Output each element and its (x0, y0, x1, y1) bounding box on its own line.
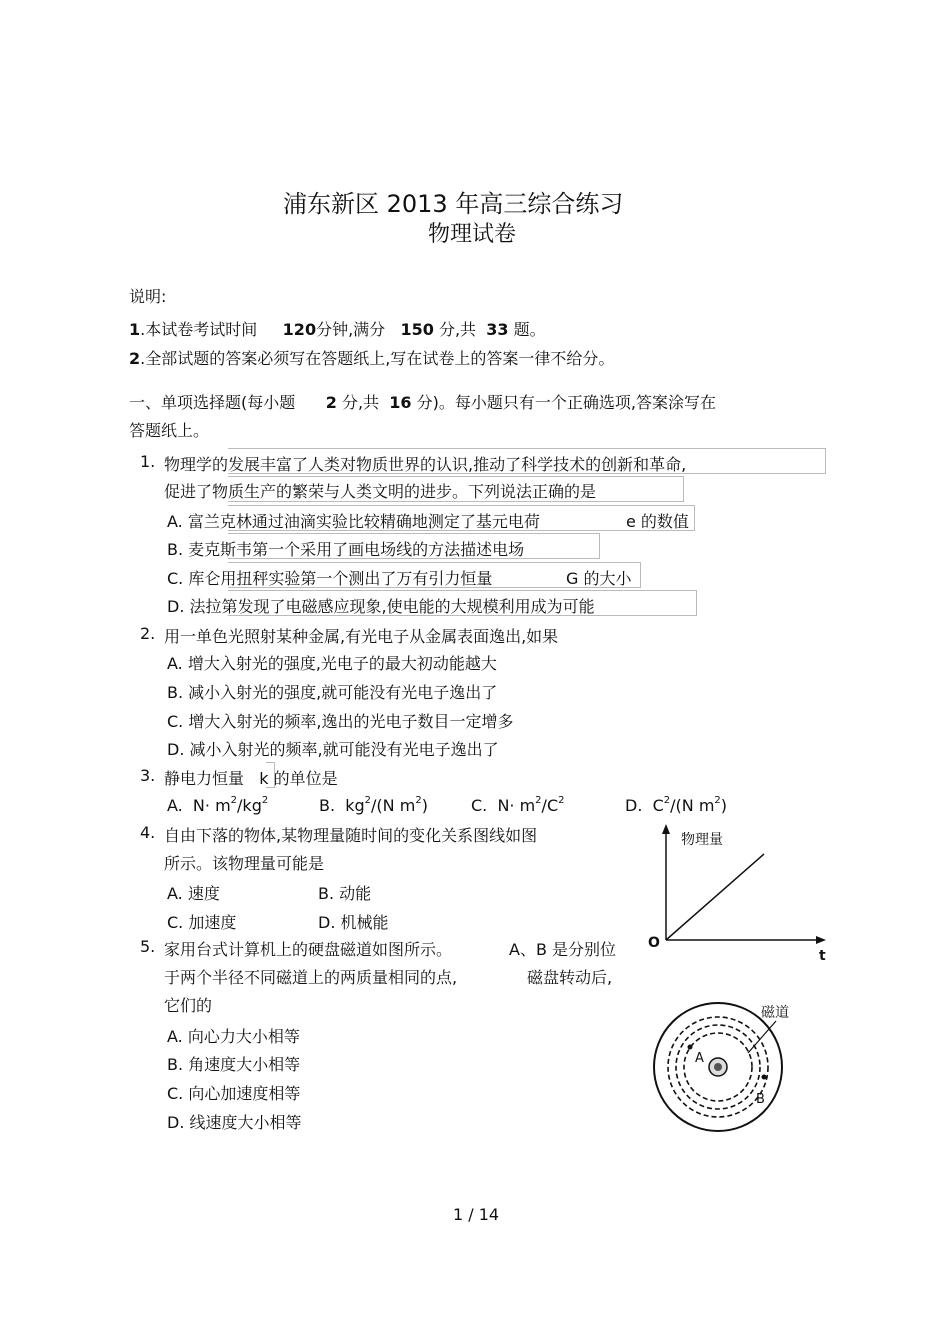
q3-option-b-exp1: 2 (364, 795, 372, 806)
q5-disk-diagram (645, 1000, 805, 1140)
note-1-score: 150 (400, 320, 434, 339)
q3-stem (164, 766, 338, 789)
q4-stem-line1: 自由下落的物体,某物理量随时间的变化关系图线如图 (164, 826, 538, 845)
q3-option-d-exp1: 2 (663, 795, 671, 806)
q3-stem-k: k (259, 769, 269, 788)
q5-stem-line1b: A、B 是分别位 (509, 940, 617, 959)
q4-graph-line (666, 854, 764, 940)
q5-stem-line3: 它们的 (164, 996, 213, 1015)
q5-option-a-text: 向心力大小相等 (187, 1027, 300, 1046)
q3-option-d (625, 796, 727, 815)
q4-option-b-text: 动能 (339, 884, 372, 903)
note-2-num: 2 (129, 349, 141, 368)
q5-stem-line2a: 于两个半径不同磁道上的两质量相同的点, (164, 968, 458, 987)
q1-option-c-tail: G 的大小 (566, 569, 632, 588)
exam-subtitle: 物理试卷 (428, 222, 517, 247)
q5-stem-line1a: 家用台式计算机上的硬盘磁道如图所示。 (164, 940, 453, 959)
q2-option-d-text: 减小入射光的频率,就可能没有光电子逸出了 (189, 740, 499, 759)
q5-option-d (167, 1110, 302, 1133)
note-1-num: 1 (129, 320, 141, 339)
q4-graph-y-label: 物理量 (681, 832, 723, 848)
q3-option-a-exp2: 2 (261, 795, 269, 806)
section-1-total: 16 (389, 393, 412, 412)
q4-option-a-text: 速度 (187, 884, 220, 903)
q3-option-b-end: ) (421, 796, 428, 815)
q3-option-d-exp2: 2 (714, 795, 721, 806)
q3-option-c-exp2: 2 (558, 795, 565, 806)
exam-title: 浦东新区 2013 年高三综合练习 (283, 190, 624, 218)
section-1-text-c: 分)。每小题只有一个正确选项,答案涂写在 (416, 393, 716, 412)
q1-option-b-label: B. (167, 540, 184, 559)
section-1-text-a: 一、单项选择题(每小题 (129, 393, 296, 412)
q3-option-d-base: C (652, 796, 664, 815)
q3-option-c-label: C. (471, 796, 488, 815)
q4-option-c-label: C. (167, 913, 184, 932)
q3-option-d-mid: /(N m (670, 796, 715, 815)
q3-option-c (471, 796, 564, 815)
q4-option-b-label: B. (318, 884, 335, 903)
q2-option-a-text: 增大入射光的强度,光电子的最大初动能越大 (187, 654, 497, 673)
q3-option-c-exp1: 2 (535, 795, 542, 806)
q3-option-b-base: kg (345, 796, 365, 815)
q2-option-b (167, 680, 497, 703)
q3-option-b-label: B. (319, 796, 336, 815)
q1-option-d-text: 法拉第发现了电磁感应现象,使电能的大规模利用成为可能 (189, 597, 595, 616)
q4-option-c-text: 加速度 (188, 913, 237, 932)
q3-option-a-mid: /kg (237, 796, 262, 815)
section-1-heading-line2: 答题纸上。 (129, 421, 210, 440)
q5-point-b-label: B (756, 1092, 765, 1107)
q3-option-c-mid: /C (541, 796, 559, 815)
q1-option-c-label: C. (167, 569, 184, 588)
q1-option-d (167, 594, 595, 617)
q5-option-d-label: D. (167, 1113, 185, 1132)
q2-stem: 用一单色光照射某种金属,有光电子从金属表面逸出,如果 (164, 627, 559, 646)
q4-option-a (167, 881, 220, 904)
q2-option-c-text: 增大入射光的频率,逸出的光电子数目一定增多 (188, 712, 514, 731)
q1-option-b-text: 麦克斯韦第一个采用了画电场线的方法描述电场 (188, 540, 525, 559)
q5-spindle-core (714, 1063, 722, 1071)
note-1-count: 33 (486, 320, 509, 339)
note-1-text-a: .本试卷考试时间 (140, 320, 258, 339)
q5-option-a-label: A. (167, 1027, 183, 1046)
section-1-text-b: 分,共 (342, 393, 380, 412)
q5-option-b-label: B. (167, 1055, 184, 1074)
q5-point-a-dot (688, 1045, 693, 1050)
q5-option-c (167, 1081, 300, 1104)
notes-label: 说明: (129, 287, 167, 306)
q4-option-c (167, 910, 236, 933)
q5-option-c-text: 向心加速度相等 (188, 1084, 301, 1103)
q2-option-c-label: C. (167, 712, 184, 731)
q3-stem-a: 静电力恒量 (164, 769, 245, 788)
q5-track-pointer (748, 1021, 776, 1053)
q5-option-a (167, 1024, 300, 1047)
q3-option-b-exp2: 2 (415, 795, 422, 806)
q4-option-d (318, 910, 389, 933)
q1-number: 1. (140, 452, 156, 471)
q4-option-b (318, 881, 371, 904)
q5-option-b-text: 角速度大小相等 (188, 1055, 301, 1074)
section-1-per: 2 (325, 393, 337, 412)
q5-track-label: 磁道 (761, 1005, 789, 1021)
q4-number: 4. (140, 823, 156, 842)
q3-option-a-exp1: 2 (230, 795, 238, 806)
q3-option-d-end: ) (720, 796, 728, 815)
q5-option-b (167, 1052, 300, 1075)
q3-option-a-base: N· m (192, 796, 231, 815)
note-1 (129, 317, 546, 340)
q1-option-a-text: 富兰克林通过油滴实验比较精确地测定了基元电荷 (187, 512, 540, 531)
q2-option-a-label: A. (167, 654, 183, 673)
q3-option-c-base: N· m (497, 796, 536, 815)
q5-option-c-label: C. (167, 1084, 184, 1103)
note-1-text-b: 分钟,满分 (316, 320, 386, 339)
q4-option-d-text: 机械能 (340, 913, 389, 932)
q3-stem-b: 的单位是 (273, 769, 338, 788)
q2-option-c (167, 709, 513, 732)
q2-option-d-label: D. (167, 740, 185, 759)
q4-graph (640, 820, 840, 970)
note-2 (129, 346, 614, 369)
q2-option-a (167, 651, 497, 674)
q1-option-a-label: A. (167, 512, 183, 531)
q4-option-d-label: D. (318, 913, 336, 932)
q1-option-a-tail: e 的数值 (626, 512, 689, 531)
q1-option-a (167, 509, 540, 532)
q4-stem-line2: 所示。该物理量可能是 (164, 854, 325, 873)
q1-stem-line2: 促进了物质生产的繁荣与人类文明的进步。下列说法正确的是 (164, 482, 597, 501)
note-1-text-d: 题。 (513, 320, 546, 339)
q4-graph-x-arrow (816, 936, 826, 944)
page-number: 1 / 14 (453, 1205, 500, 1224)
note-1-time: 120 (282, 320, 317, 339)
q3-option-a (167, 796, 268, 815)
q5-point-a-label: A (695, 1051, 704, 1066)
q5-point-b-dot (762, 1075, 767, 1080)
q3-number: 3. (140, 766, 156, 785)
q3-option-b-mid: /(N m (371, 796, 416, 815)
q1-option-d-label: D. (167, 597, 185, 616)
q3-option-d-label: D. (625, 796, 643, 815)
q1-option-c (167, 566, 492, 589)
q2-number: 2. (140, 624, 156, 643)
note-1-text-c: 分,共 (438, 320, 477, 339)
q1-option-c-text: 库仑用扭秤实验第一个测出了万有引力恒量 (188, 569, 493, 588)
q5-option-d-text: 线速度大小相等 (189, 1113, 302, 1132)
q2-option-b-label: B. (167, 683, 184, 702)
q5-stem-line2b: 磁盘转动后, (527, 968, 613, 987)
q4-graph-x-label: t (819, 948, 826, 964)
q2-option-b-text: 减小入射光的强度,就可能没有光电子逸出了 (188, 683, 498, 702)
q1-stem-line1: 物理学的发展丰富了人类对物质世界的认识,推动了科学技术的创新和革命, (164, 455, 687, 474)
q5-number: 5. (140, 937, 156, 956)
q3-option-a-label: A. (167, 796, 183, 815)
q1-option-b (167, 537, 524, 560)
q4-graph-y-arrow (662, 824, 670, 834)
note-2-text: .全部试题的答案必须写在答题纸上,写在试卷上的答案一律不给分。 (140, 349, 615, 368)
q2-option-d (167, 737, 499, 760)
q4-option-a-label: A. (167, 884, 183, 903)
q3-option-b (319, 796, 428, 815)
q4-graph-origin: O (648, 935, 660, 951)
section-1-heading (129, 390, 716, 413)
